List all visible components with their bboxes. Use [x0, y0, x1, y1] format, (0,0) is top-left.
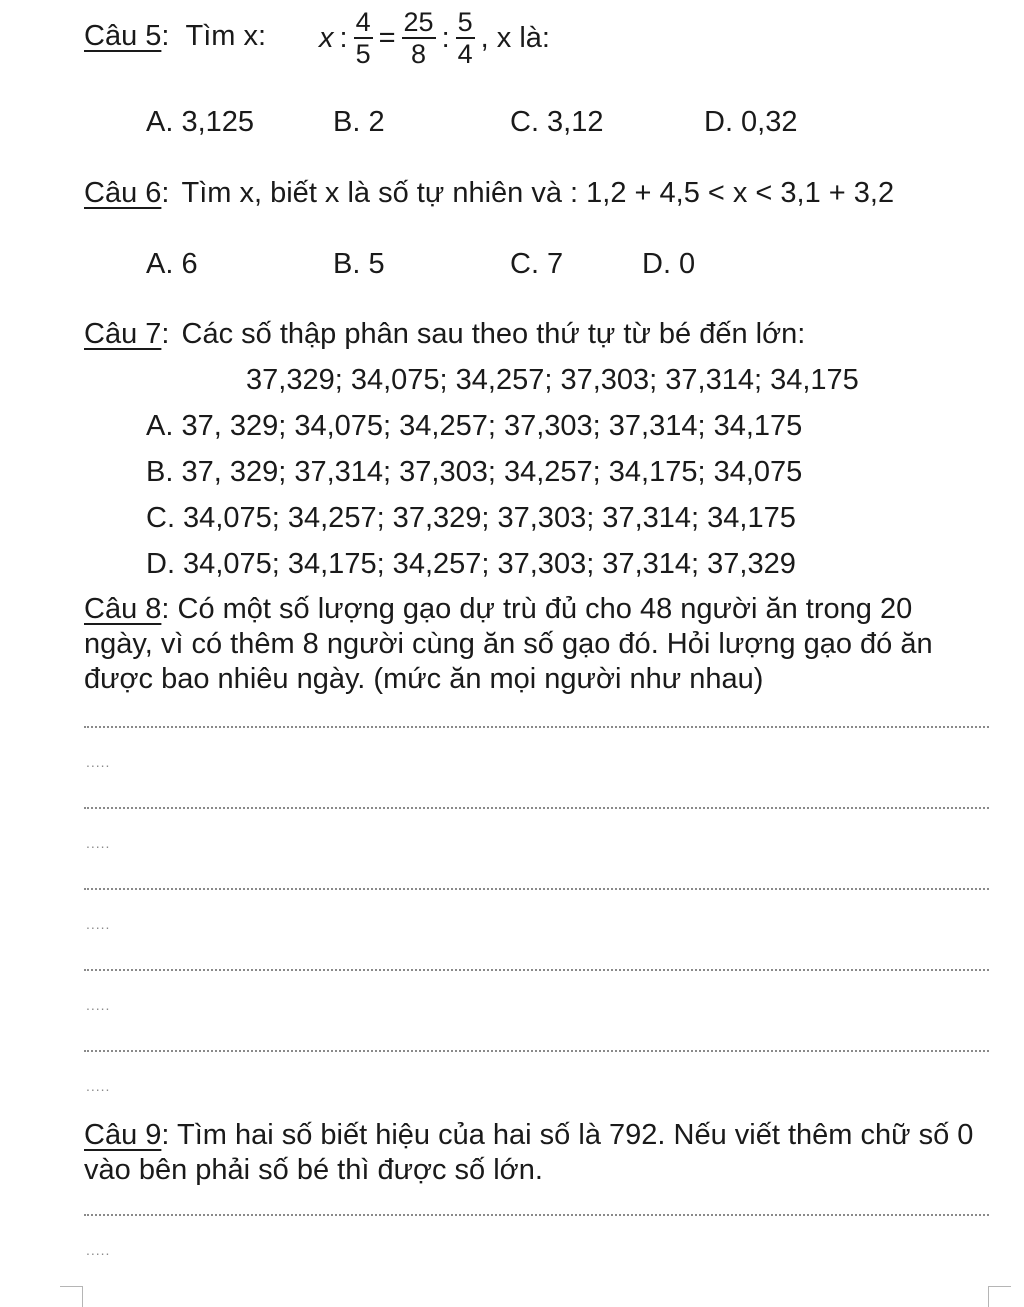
- question-7-option-a: A. 37, 329; 34,075; 34,257; 37,303; 37,314; 34,175: [146, 410, 803, 442]
- question-8: [84, 592, 989, 697]
- question-5-formula: [316, 8, 553, 68]
- question-6-option-d: D. 0: [642, 248, 696, 280]
- fraction-4-5: [354, 7, 373, 69]
- question-7-number-list: 37,329; 34,075; 34,257; 37,303; 37,314; 34,175: [246, 364, 859, 396]
- answer-line-continuation: .....: [86, 1242, 111, 1258]
- question-7-header: [84, 320, 805, 349]
- question-6-header: [84, 179, 894, 208]
- question-5-colon: :: [161, 20, 170, 52]
- answer-line-continuation: .....: [86, 997, 111, 1013]
- question-6-option-c: C. 7: [510, 248, 564, 280]
- question-5-option-c: C. 3,12: [510, 106, 604, 138]
- question-6-option-b: B. 5: [333, 248, 385, 280]
- question-7-option-b: B. 37, 329; 37,314; 37,303; 34,257; 34,175; 34,075: [146, 456, 803, 488]
- question-9-label: Câu 9: [84, 1119, 162, 1151]
- question-5-header: [84, 22, 266, 51]
- question-9: [84, 1118, 989, 1188]
- fraction-4-5-denominator: 5: [355, 39, 371, 69]
- formula-equals: =: [378, 21, 396, 54]
- fraction-4-5-numerator: 4: [355, 7, 371, 37]
- question-6-option-a: A. 6: [146, 248, 198, 280]
- question-7-option-c: C. 34,075; 34,257; 37,329; 37,303; 37,314; 34,175: [146, 502, 796, 534]
- formula-tail: , x là:: [480, 21, 550, 54]
- answer-line: [84, 807, 989, 809]
- question-9-colon: :: [161, 1119, 170, 1151]
- page-corner-mark-right: [988, 1286, 1011, 1307]
- fraction-5-4-numerator: 5: [457, 7, 473, 37]
- question-5-option-d: D. 0,32: [704, 106, 798, 138]
- question-9-text: Tìm hai số biết hiệu của hai số là 792. Nếu viết thêm chữ số 0 vào bên phải số bé thì được số lớn.: [84, 1119, 974, 1186]
- answer-line-continuation: .....: [86, 754, 111, 770]
- answer-line: [84, 1050, 989, 1052]
- formula-variable: x: [319, 21, 334, 54]
- question-5-option-a: A. 3,125: [146, 106, 255, 138]
- answer-line: [84, 969, 989, 971]
- question-5-option-b: B. 2: [333, 106, 385, 138]
- formula-divide-1: :: [339, 21, 348, 54]
- question-7-text: Các số thập phân sau theo thứ tự từ bé đến lớn:: [181, 318, 806, 350]
- question-7-colon: :: [161, 318, 170, 350]
- question-6-text: Tìm x, biết x là số tự nhiên và : 1,2 + 4,5 < x < 3,1 + 3,2: [181, 177, 895, 209]
- fraction-25-8-numerator: 25: [403, 7, 434, 37]
- fraction-25-8: [402, 7, 436, 69]
- question-5-prompt: Tìm x:: [185, 20, 267, 52]
- answer-line: [84, 726, 989, 728]
- question-5-label: Câu 5: [84, 20, 162, 52]
- formula-divide-2: :: [441, 21, 450, 54]
- question-6-label: Câu 6: [84, 177, 162, 209]
- answer-line-continuation: .....: [86, 835, 111, 851]
- fraction-5-4: [456, 7, 475, 69]
- question-8-colon: :: [161, 593, 170, 625]
- question-7-option-d: D. 34,075; 34,175; 34,257; 37,303; 37,314; 37,329: [146, 548, 796, 580]
- question-6-colon: :: [161, 177, 170, 209]
- answer-line: [84, 1214, 989, 1216]
- answer-line-continuation: .....: [86, 1078, 111, 1094]
- answer-line-continuation: .....: [86, 916, 111, 932]
- page-corner-mark-left: [60, 1286, 83, 1307]
- question-7-label: Câu 7: [84, 318, 162, 350]
- fraction-25-8-denominator: 8: [411, 39, 427, 69]
- question-8-text: Có một số lượng gạo dự trù đủ cho 48 người ăn trong 20 ngày, vì có thêm 8 người cùng ăn số gạo đó. Hỏi lượng gạo đó ăn được bao nhiêu ngày. (mức ăn mọi người như nhau): [84, 593, 933, 695]
- question-8-label: Câu 8: [84, 593, 162, 625]
- answer-line: [84, 888, 989, 890]
- fraction-5-4-denominator: 4: [457, 39, 473, 69]
